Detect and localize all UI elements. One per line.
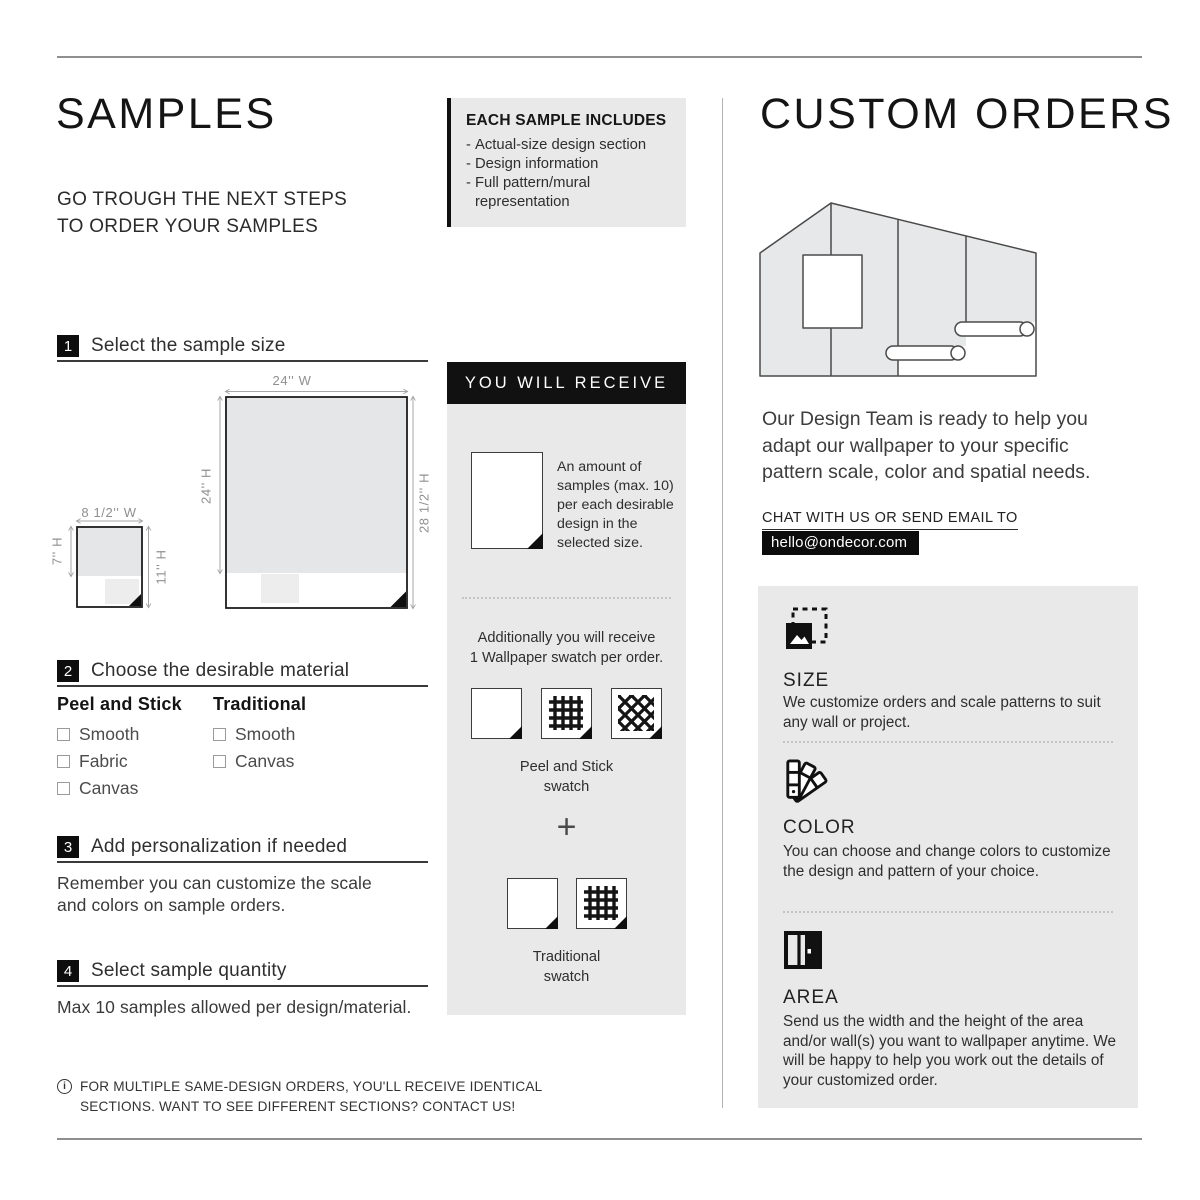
step-3-label: Add personalization if needed [91, 836, 348, 857]
traditional-swatch-label-line-2: swatch [543, 969, 590, 985]
feature-title-color: COLOR [783, 817, 856, 838]
traditional-swatch-label [447, 947, 686, 987]
step-2-label: Choose the desirable material [91, 660, 350, 681]
samples-subtitle [57, 186, 347, 240]
area-icon [783, 930, 823, 975]
dotted-divider [783, 911, 1113, 913]
traditional-swatches [447, 878, 686, 929]
plus-sign: + [556, 808, 577, 846]
small-sample-height-label-right: 11'' H [153, 549, 169, 585]
additionally-note [447, 628, 686, 668]
step-4-number-badge: 4 [57, 960, 79, 982]
material-label: Smooth [235, 724, 296, 744]
intro-line-1: Our Design Team is ready to help you [762, 408, 1088, 430]
checkbox-icon[interactable] [213, 728, 226, 741]
additionally-line-2: 1 Wallpaper swatch per order. [469, 650, 664, 666]
large-sample-width-label: 24'' W [272, 373, 312, 388]
size-icon [783, 606, 829, 657]
feature-text-area: Send us the width and the height of the area and/or wall(s) you want to wallpaper anytime. We will be happy to help you work out the details of your customized order. [783, 1013, 1116, 1089]
custom-orders-title: CUSTOM ORDERS [760, 90, 1174, 138]
material-option-trad-canvas [213, 751, 306, 772]
email-link[interactable]: hello@ondecor.com [762, 531, 919, 555]
step-3-description [57, 872, 372, 916]
peel-swatch-label-line-2: swatch [543, 779, 590, 795]
step-3-number-badge: 3 [57, 836, 79, 858]
top-divider [57, 56, 1142, 58]
plain-swatch-icon [507, 878, 558, 929]
step-2-header [57, 660, 428, 687]
material-option-trad-smooth [213, 724, 306, 745]
sample-sheet-icon [471, 452, 543, 549]
step-4-header [57, 960, 428, 987]
bullet-dash: - [466, 175, 471, 191]
step-4-label: Select sample quantity [91, 960, 287, 981]
peel-and-stick-column [57, 694, 182, 805]
peel-and-stick-title: Peel and Stick [57, 694, 182, 714]
footnote-text [80, 1077, 542, 1117]
checkbox-icon[interactable] [57, 782, 70, 795]
footnote-line-2: SECTIONS. WANT TO SEE DIFFERENT SECTIONS? CONTACT US! [80, 1099, 516, 1114]
crosshatch-swatch-icon [611, 688, 662, 739]
bullet-dash: - [466, 156, 471, 172]
includes-title: EACH SAMPLE INCLUDES [466, 112, 667, 129]
material-option-peel-fabric [57, 751, 182, 772]
material-option-peel-smooth [57, 724, 182, 745]
small-sample-width-label: 8 1/2'' W [81, 505, 137, 520]
traditional-title: Traditional [213, 694, 307, 714]
material-option-peel-canvas [57, 778, 182, 799]
step-3-description-line-1: Remember you can customize the scale [57, 873, 372, 893]
large-sample-height-label-left: 24'' H [198, 467, 214, 505]
column-divider [722, 98, 723, 1108]
footnote [57, 1077, 557, 1117]
step-3-header [57, 836, 428, 863]
you-will-receive-panel [447, 362, 686, 1015]
material-label: Fabric [79, 751, 128, 771]
wallpapered-wall-illustration [751, 196, 1041, 381]
grid-swatch-icon [576, 878, 627, 929]
samples-title: SAMPLES [56, 90, 277, 138]
grid-swatch-icon [541, 688, 592, 739]
step-1-label: Select the sample size [91, 335, 286, 356]
chat-with-us-label [762, 509, 1018, 530]
feature-title-size: SIZE [783, 670, 830, 691]
subtitle-line-1: GO TROUGH THE NEXT STEPS [57, 189, 348, 210]
receive-description: An amount of samples (max. 10) per each desirable design in the selected size. [557, 459, 674, 551]
intro-line-2: adapt our wallpaper to your specific [762, 434, 1069, 457]
small-sample-height-label-left: 7'' H [49, 536, 65, 566]
material-label: Smooth [79, 724, 140, 744]
checkbox-icon[interactable] [57, 755, 70, 768]
dotted-divider [783, 741, 1113, 743]
includes-item [466, 136, 676, 155]
step-1-number-badge: 1 [57, 335, 79, 357]
feature-title-area: AREA [783, 987, 839, 1008]
traditional-swatch-label-line-1: Traditional [532, 949, 601, 965]
info-icon: i [57, 1079, 72, 1094]
peel-swatch-label-line-1: Peel and Stick [519, 759, 614, 775]
step-4-description: Max 10 samples allowed per design/material. [57, 997, 412, 1017]
material-label: Canvas [235, 751, 295, 771]
feature-text-size: We customize orders and scale patterns to suit any wall or project. [783, 694, 1101, 731]
includes-item [466, 174, 676, 212]
intro-line-3: pattern scale, color and spatial needs. [762, 461, 1091, 483]
additionally-line-1: Additionally you will receive [477, 630, 656, 646]
step-2-number-badge: 2 [57, 660, 79, 682]
dotted-divider [462, 597, 671, 599]
footnote-line-1: FOR MULTIPLE SAME-DESIGN ORDERS, YOU'LL RECEIVE IDENTICAL [80, 1079, 543, 1094]
checkbox-icon[interactable] [57, 728, 70, 741]
customization-features-panel [758, 586, 1138, 1108]
peel-swatch-label [447, 757, 686, 797]
includes-item-text: Design information [475, 156, 599, 172]
peel-and-stick-swatches [447, 688, 686, 739]
each-sample-includes-box [447, 98, 686, 227]
sample-size-diagram [50, 370, 440, 620]
step-3-description-line-2: and colors on sample orders. [57, 895, 286, 915]
feature-text-color: You can choose and change colors to customize the design and pattern of your choice. [783, 843, 1111, 880]
subtitle-line-2: TO ORDER YOUR SAMPLES [57, 216, 319, 237]
plain-swatch-icon [471, 688, 522, 739]
bullet-dash: - [466, 137, 471, 153]
includes-item-text: Actual-size design section [475, 137, 647, 153]
traditional-column [213, 694, 306, 778]
color-icon [783, 759, 831, 810]
chat-with-us-text: CHAT WITH US OR SEND EMAIL TO [762, 510, 1018, 530]
includes-item-text: Full pattern/mural representation [475, 175, 591, 210]
includes-item [466, 155, 676, 174]
step-1-header [57, 335, 428, 362]
material-label: Canvas [79, 778, 139, 798]
you-will-receive-header [447, 362, 686, 404]
you-will-receive-title: YOU WILL RECEIVE [464, 373, 669, 392]
large-sample-height-label-right: 28 1/2'' H [416, 472, 432, 534]
custom-orders-intro [762, 406, 1090, 486]
bottom-divider [57, 1138, 1142, 1140]
checkbox-icon[interactable] [213, 755, 226, 768]
